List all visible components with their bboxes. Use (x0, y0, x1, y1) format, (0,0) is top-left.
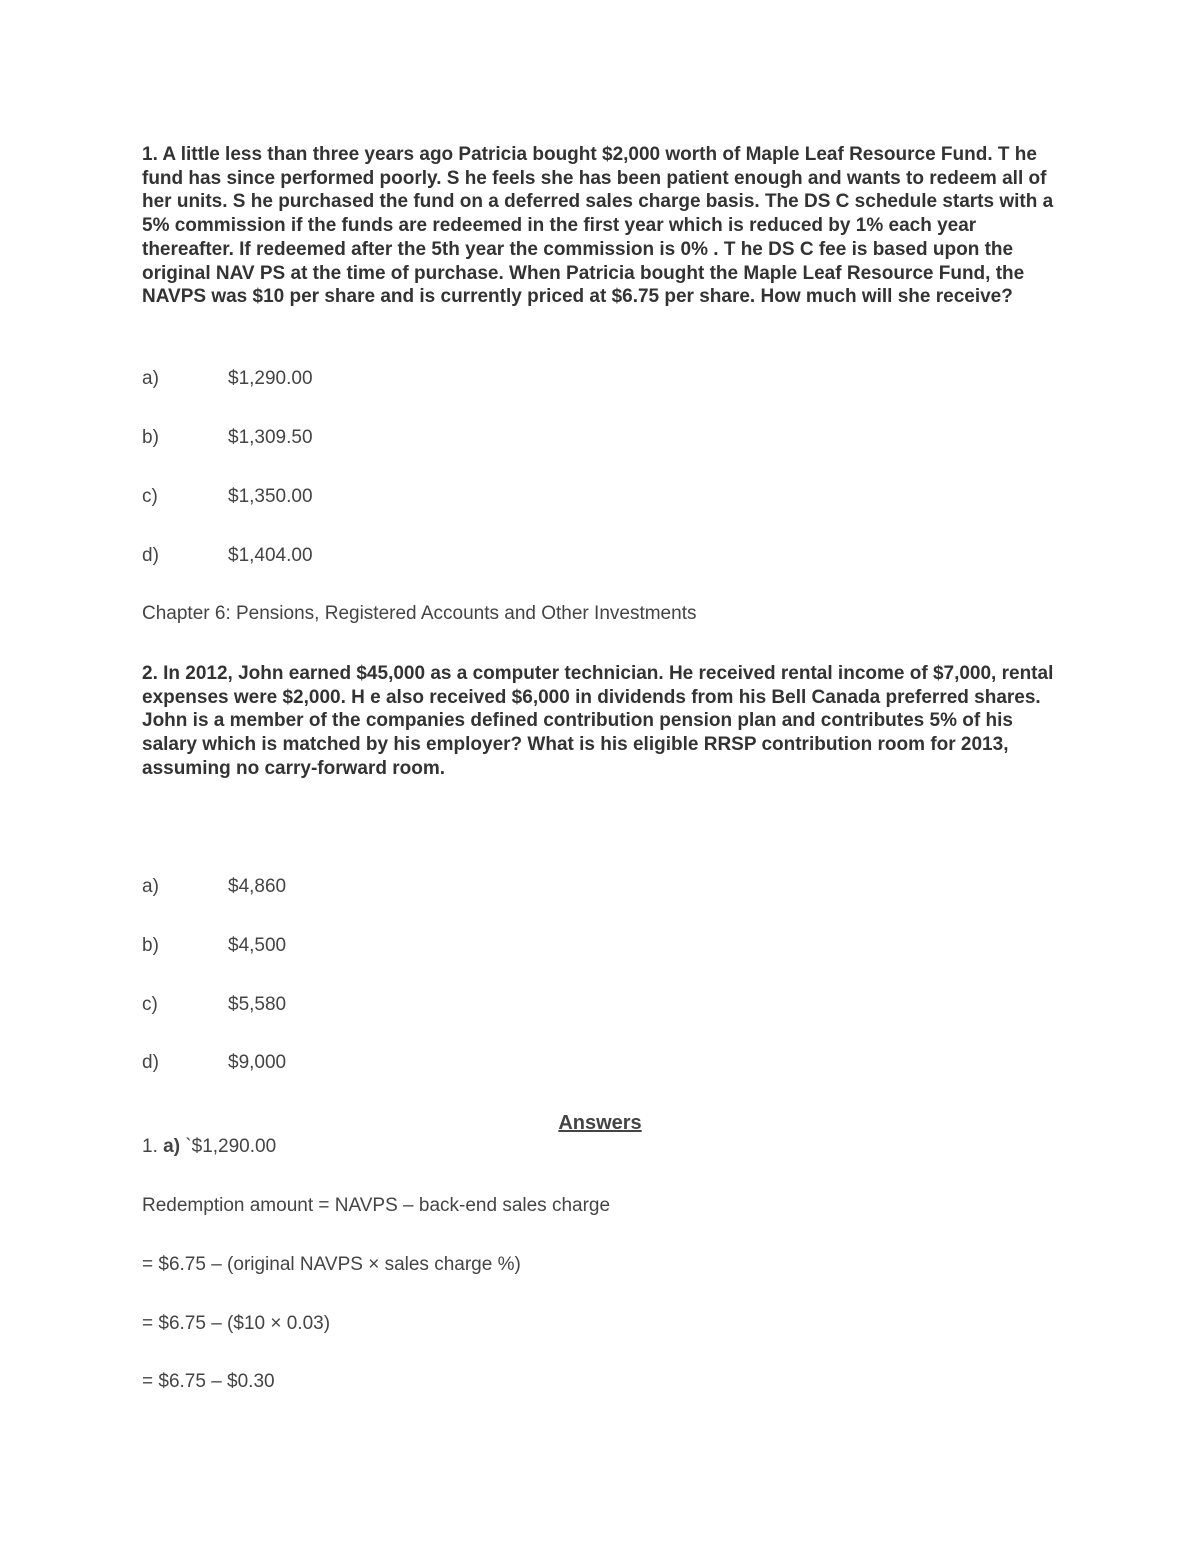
option-value: $1,309.50 (228, 427, 313, 448)
answer-step-4: = $6.75 – $0.30 (142, 1371, 275, 1392)
answer-step-2: = $6.75 – (original NAVPS × sales charge %) (142, 1254, 521, 1275)
answer-step-3: = $6.75 – ($10 × 0.03) (142, 1313, 331, 1334)
answer-letter: a) (163, 1136, 181, 1157)
chapter-heading: Chapter 6: Pensions, Registered Accounts and Other Investments (142, 603, 697, 624)
answers-heading: Answers (558, 1112, 642, 1134)
option-value: $5,580 (228, 994, 287, 1015)
question-1-text: 1. A little less than three years ago Patricia bought $2,000 worth of Maple Leaf Resource Fund. T he fund has since performed poorly. S he feels she has been patient enough and wants to redeem all of her units. S he purchased the fund on a deferred sales charge basis. The DS C schedule starts with a 5% commission if the funds are redeemed in the first year which is reduced by 1% each year thereafter. If redeemed after the 5th year the commission is 0% . T he DS C fee is based upon the original NAV PS at the time of purchase. When Patricia bought the Maple Leaf Resource Fund, the NAVPS was $10 per share and is currently priced at $6.75 per share. How much will she receive? (142, 144, 1054, 308)
answer-value: `$1,290.00 (180, 1136, 277, 1157)
option-value: $1,404.00 (228, 545, 313, 566)
option-value: $4,860 (228, 876, 287, 897)
answer-number: 1. (142, 1136, 164, 1157)
option-value: $4,500 (228, 935, 287, 956)
option-letter: a) (142, 368, 159, 389)
option-value: $1,290.00 (228, 368, 313, 389)
question-2-text: 2. In 2012, John earned $45,000 as a computer technician. He received rental income of $7,000, rental expenses were $2,000. H e also received $6,000 in dividends from his Bell Canada preferred shares. John is a member of the companies defined contribution pension plan and contributes 5% of his salary which is matched by his employer? What is his eligible RRSP contribution room for 2013, assuming no carry-forward room. (142, 663, 1054, 779)
option-letter: c) (142, 486, 158, 507)
option-value: $1,350.00 (228, 486, 313, 507)
option-letter: a) (142, 876, 159, 897)
answer-step-1: Redemption amount = NAVPS – back-end sales charge (142, 1195, 611, 1216)
option-letter: d) (142, 545, 159, 566)
answer-1 (142, 1135, 276, 1159)
option-value: $9,000 (228, 1052, 287, 1073)
option-letter: b) (142, 935, 159, 956)
option-letter: b) (142, 427, 159, 448)
option-letter: d) (142, 1052, 159, 1073)
option-letter: c) (142, 994, 158, 1015)
